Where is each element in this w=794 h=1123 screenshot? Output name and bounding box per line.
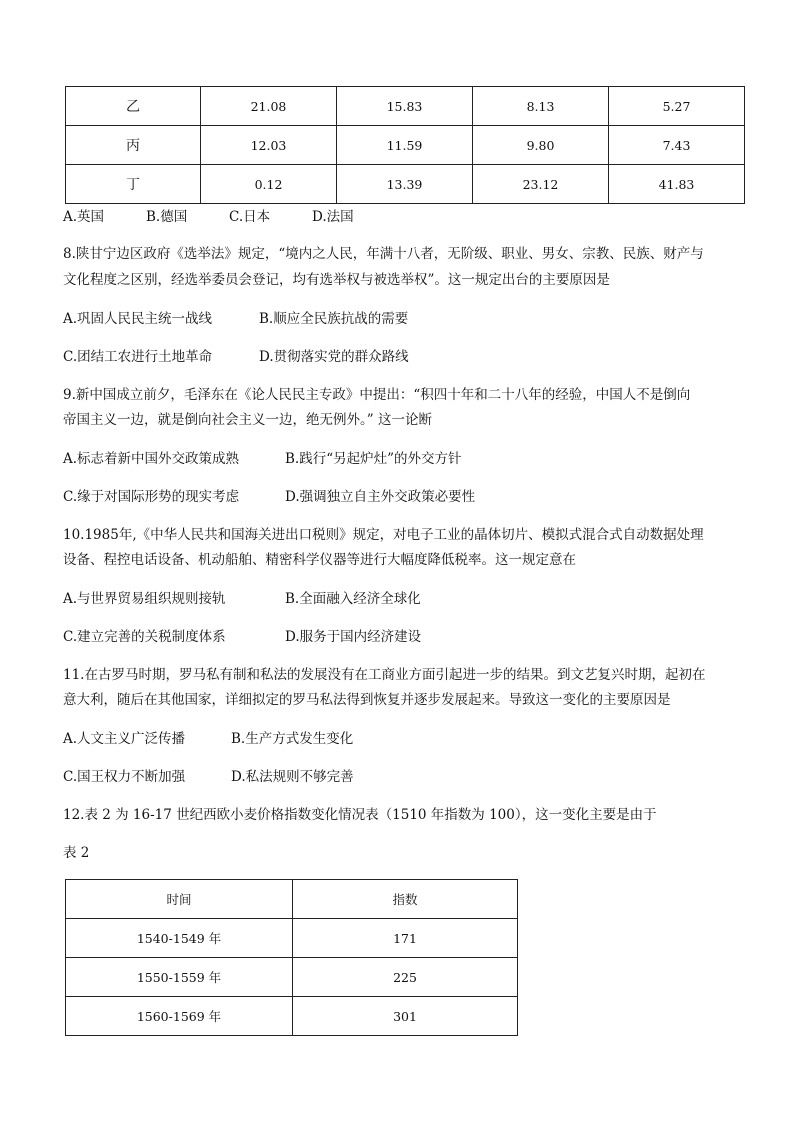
q11-option-c[interactable]: C.国王权力不断加强 xyxy=(63,769,186,785)
table-cell: 11.59 xyxy=(337,126,473,165)
q9-options-row2 xyxy=(63,487,475,507)
row-label: 丙 xyxy=(66,126,201,165)
q8-option-d[interactable]: D.贯彻落实党的群众路线 xyxy=(259,349,409,365)
price-table-1 xyxy=(65,86,745,204)
table-cell: 301 xyxy=(293,997,518,1036)
table-cell: 0.12 xyxy=(201,165,337,204)
table-cell: 225 xyxy=(293,958,518,997)
column-header-index: 指数 xyxy=(293,880,518,919)
q11-option-d[interactable]: D.私法规则不够完善 xyxy=(231,769,354,785)
table-row xyxy=(66,997,518,1036)
q10-options-row1 xyxy=(63,589,421,609)
table-cell: 41.83 xyxy=(609,165,745,204)
row-label: 丁 xyxy=(66,165,201,204)
q7-option-d[interactable]: D.法国 xyxy=(312,209,354,225)
q11-option-b[interactable]: B.生产方式发生变化 xyxy=(231,731,354,747)
table-row xyxy=(66,87,745,126)
q9-stem-line1: 9.新中国成立前夕，毛泽东在《论人民民主专政》中提出：“积四十年和二十八年的经验，中国人不是倒向 xyxy=(63,387,691,403)
wheat-price-table xyxy=(65,879,518,1036)
q9-stem-line2: 帝国主义一边，就是倒向社会主义一边，绝无例外。” 这一论断 xyxy=(63,412,432,428)
table-cell: 1560-1569 年 xyxy=(66,997,293,1036)
table-cell: 15.83 xyxy=(337,87,473,126)
table-cell: 21.08 xyxy=(201,87,337,126)
q7-option-b[interactable]: B.德国 xyxy=(146,209,188,225)
q10-stem-line1: 10.1985年,《中华人民共和国海关进出口税则》规定，对电子工业的晶体切片、模拟式混合式自动数据处理 xyxy=(63,527,704,543)
q11-option-a[interactable]: A.人文主义广泛传播 xyxy=(63,731,186,747)
q8-stem-line2: 文化程度之区别，经选举委员会登记，均有选举权与被选举权”。这一规定出台的主要原因是 xyxy=(63,272,610,288)
row-label: 乙 xyxy=(66,87,201,126)
q8-option-c[interactable]: C.团结工农进行土地革命 xyxy=(63,349,213,365)
q9-options-row1 xyxy=(63,449,462,469)
table-cell: 5.27 xyxy=(609,87,745,126)
q10-option-a[interactable]: A.与世界贸易组织规则接轨 xyxy=(63,591,226,607)
table-cell: 12.03 xyxy=(201,126,337,165)
q8-option-a[interactable]: A.巩固人民民主统一战线 xyxy=(63,311,213,327)
table-2-caption: 表 2 xyxy=(63,845,90,861)
q9-option-a[interactable]: A.标志着新中国外交政策成熟 xyxy=(63,451,240,467)
table-row xyxy=(66,958,518,997)
q7-option-c[interactable]: C.日本 xyxy=(229,209,271,225)
q9-option-c[interactable]: C.缘于对国际形势的现实考虑 xyxy=(63,489,240,505)
table-row xyxy=(66,165,745,204)
q8-options-row2 xyxy=(63,347,409,367)
table-cell: 23.12 xyxy=(473,165,609,204)
q7-options xyxy=(63,207,354,227)
table-header-row xyxy=(66,880,518,919)
q8-options-row1 xyxy=(63,309,408,329)
table-cell: 1540-1549 年 xyxy=(66,919,293,958)
q11-stem-line1: 11.在古罗马时期，罗马私有制和私法的发展没有在工商业方面引起进一步的结果。到文艺复兴时期，起初在 xyxy=(63,667,706,683)
table-cell: 7.43 xyxy=(609,126,745,165)
q10-stem-line2: 设备、程控电话设备、机动船舶、精密科学仪器等进行大幅度降低税率。这一规定意在 xyxy=(63,552,576,568)
q8-option-b[interactable]: B.顺应全民族抗战的需要 xyxy=(259,311,409,327)
q10-option-b[interactable]: B.全面融入经济全球化 xyxy=(285,591,421,607)
q9-option-b[interactable]: B.践行“另起炉灶”的外交方针 xyxy=(285,451,462,467)
table-cell: 9.80 xyxy=(473,126,609,165)
q12-stem-line1: 12.表 2 为 16-17 世纪西欧小麦价格指数变化情况表（1510 年指数为 100），这一变化主要是由于 xyxy=(63,807,657,823)
q10-options-row2 xyxy=(63,627,421,647)
q11-options-row2 xyxy=(63,767,354,787)
q8-stem-line1: 8.陕甘宁边区政府《选举法》规定，“境内之人民，年满十八者，无阶级、职业、男女、宗教、民族、财产与 xyxy=(63,246,704,262)
table-row xyxy=(66,126,745,165)
column-header-time: 时间 xyxy=(66,880,293,919)
q11-options-row1 xyxy=(63,729,353,749)
q11-stem-line2: 意大利，随后在其他国家，详细拟定的罗马私法得到恢复并逐步发展起来。导致这一变化的主要原因是 xyxy=(63,692,671,708)
table-cell: 8.13 xyxy=(473,87,609,126)
q10-option-c[interactable]: C.建立完善的关税制度体系 xyxy=(63,629,226,645)
table-cell: 171 xyxy=(293,919,518,958)
table-cell: 13.39 xyxy=(337,165,473,204)
q10-option-d[interactable]: D.服务于国内经济建设 xyxy=(285,629,422,645)
table-row xyxy=(66,919,518,958)
table-cell: 1550-1559 年 xyxy=(66,958,293,997)
q9-option-d[interactable]: D.强调独立自主外交政策必要性 xyxy=(285,489,476,505)
q7-option-a[interactable]: A.英国 xyxy=(63,209,105,225)
